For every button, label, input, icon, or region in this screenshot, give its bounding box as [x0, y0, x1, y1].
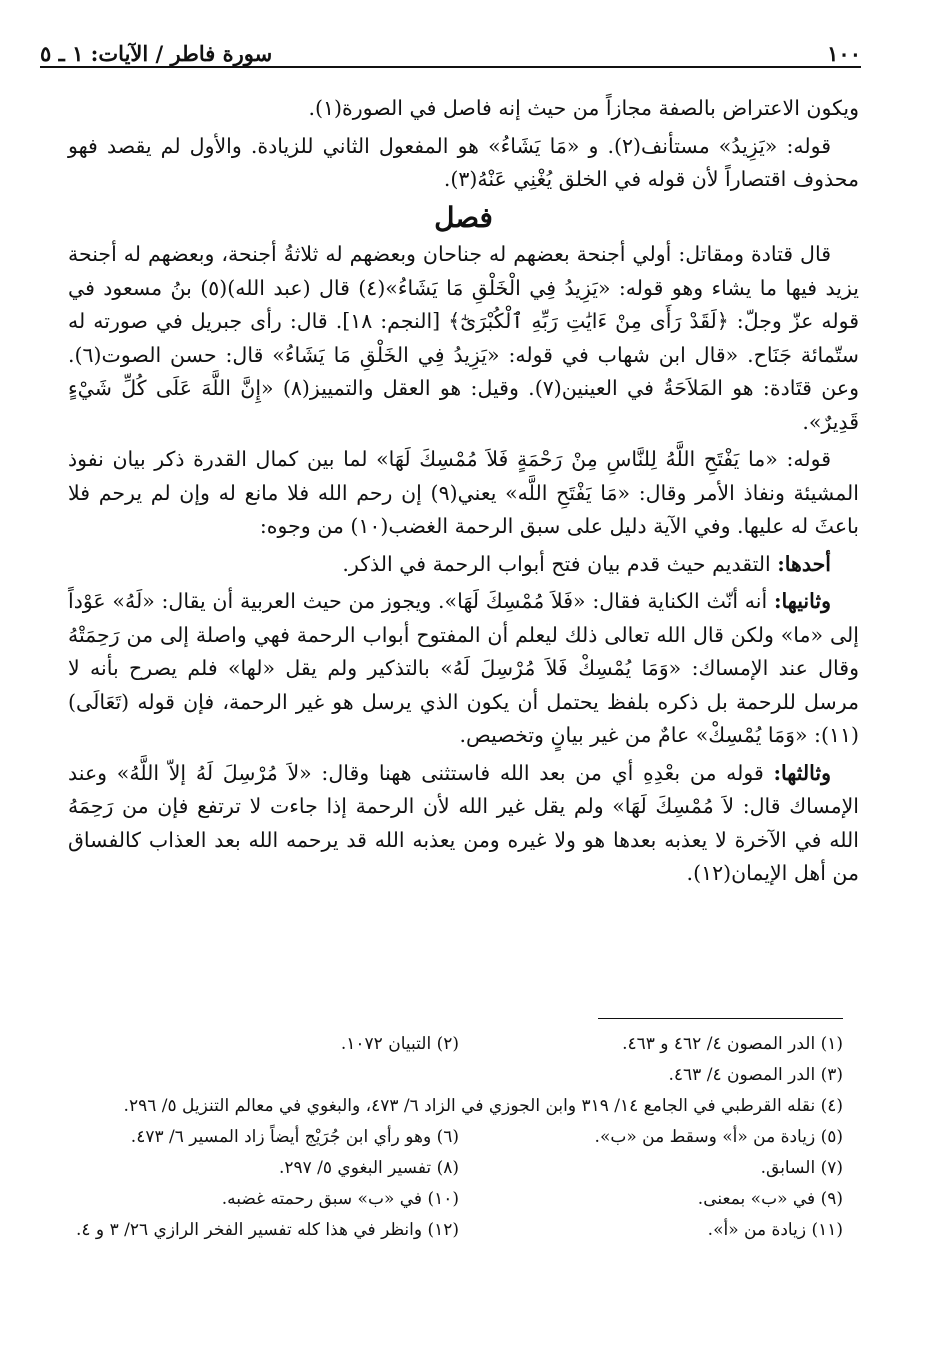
- footnote-11: (١١) زيادة من «أ».: [707, 1220, 843, 1240]
- page-header: [40, 36, 861, 68]
- section-heading: فصل: [434, 200, 493, 234]
- paragraph-6-text: أنه أنّث الكناية فقال: «فَلاَ مُمْسِكَ لَهَا». ويجوز من حيث العربية أن يقال: «لَهُ» عَوْداً إلى «ما» ولكن قال الله تعالى ذلك ليعلم أن المفتوح أبواب الرحمة فهي واصلة إلى من رَحِمَتْهُ وقال عند الإمساك: «وَمَا يُمْسِكْ فَلاَ مُرْسِلَ لَهُ» بالتذكير ولم يقل «لها» فلم يصرح بأنه لا مرسل للرحمة بل ذكره بلفظ يحتمل أن يكون الذي يرسل هو غير الرحمة، فإن قوله (تَعَالَى)(١١): «وَمَا يُمْسِكْ» عامٌ من غير بيانٍ وتخصيص.: [68, 589, 859, 747]
- paragraph-1: ويكون الاعتراض بالصفة مجازاً من حيث إنه فاصل في الصورة(١).: [308, 96, 859, 120]
- paragraph-6-lead: وثانيها:: [773, 589, 831, 613]
- paragraph-3: قال قتادة ومقاتل: أولي أجنحة بعضهم له جناحان وبعضهم له ثلاثةُ أجنحة، وبعضهم له أجنحة يزيد فيها ما يشاء وهو قوله: «يَزِيدُ فِي الْخَلْقِ مَا يَشَاءُ»(٤) قال (عبد الله)(٥) بنُ مسعود في قوله عزّ وجلّ: ﴿لَقَدْ رَأَى مِنْ ءَايَٰتِ رَبِّهِ ٱلْكُبْرَىٰٓ﴾ [النجم: ١٨]. قال: رأى جبريل في صورته له ستّمائة جَنَاح. «قال ابن شهاب في قوله: «يَزِيدُ فِي الخَلْقِ مَا يَشَاءُ» قال: حسن الصوت(٦). وعن قتَادة: هو المَلاَحَةُ في العينين(٧). وقيل: هو العقل والتمييز(٨) «إِنَّ اللَّهَ عَلَى كُلِّ شَيْءٍ قَدِيرٌ».: [68, 242, 860, 434]
- paragraph-6: [68, 585, 859, 753]
- footnote-5: (٥) زيادة من «أ» وسقط من «ب».: [594, 1127, 843, 1147]
- footnote-9: (٩) في «ب» بمعنى.: [697, 1189, 843, 1209]
- footnote-1: (١) الدر المصون ٤/ ٤٦٢ و ٤٦٣.: [622, 1034, 843, 1054]
- footnote-row: [75, 1184, 843, 1215]
- paragraph-7-lead: وثالثها:: [773, 760, 831, 785]
- paragraph-7: [68, 757, 859, 891]
- paragraph-5-lead: أحدها:: [777, 551, 831, 576]
- paragraph-5-text: التقديم حيث قدم بيان فتح أبواب الرحمة في الذكر.: [342, 551, 778, 576]
- footnote-4: (٤) نقله القرطبي في الجامع ١٤/ ٣١٩ وابن الجوزي في الزاد ٦/ ٤٧٣، والبغوي في معالم التنزيل ٥/ ٢٩٦.: [123, 1096, 843, 1116]
- footnote-12: (١٢) وانظر في هذا كله تفسير الفخر الرازي ٢٦/ ٣ و ٤.: [75, 1220, 459, 1240]
- paragraph-5: [68, 548, 859, 582]
- paragraph-4: قوله: «ما يَفْتَحِ اللَّهُ لِلنَّاسِ مِنْ رَحْمَةٍ فَلاَ مُمْسِكَ لَهَا» لما بين كمال القدرة ذكر بيان نفوذ المشيئة ونفاذ الأمر وقال: «مَا يَفْتَحِ اللَّه» يعني(٩) إن رحم الله فلا مانع له وإن لم يرحم فلا باعثَ له عليها. وفي الآية دليل على سبق الرحمة الغضب(١٠) من وجوه:: [68, 447, 859, 538]
- footnote-3: (٣) الدر المصون ٤/ ٤٦٣.: [668, 1065, 843, 1085]
- footnotes: [75, 1018, 843, 1246]
- footnote-divider: [598, 1018, 843, 1019]
- footnote-6: (٦) وهو رأي ابن جُرَيْج أيضاً زاد المسير ٦/ ٤٧٣.: [130, 1127, 459, 1147]
- main-text: [68, 92, 859, 895]
- page-number: ١٠٠: [827, 41, 861, 66]
- footnote-10: (١٠) في «ب» سبق رحمته غضبه.: [221, 1189, 459, 1209]
- running-title: سورة فاطر / الآيات: ١ ـ ٥: [40, 41, 273, 66]
- paragraph-2: قوله: «يَزِيدُ» مستأنف(٢). و «مَا يَشَاءُ» هو المفعول الثاني للزيادة. والأول لم يقصد فهو محذوف اقتصاراً لأن قوله في الخلق يُغْنِي عَنْهُ(٣).: [68, 133, 859, 191]
- footnote-7: (٧) السابق.: [760, 1158, 843, 1178]
- footnote-row: [75, 1029, 843, 1060]
- footnote-8: (٨) تفسير البغوي ٥/ ٢٩٧.: [278, 1158, 459, 1178]
- footnote-row: [75, 1153, 843, 1184]
- footnote-row: [75, 1215, 843, 1246]
- footnote-2: (٢) التبيان ١٠٧٢.: [340, 1034, 459, 1054]
- paragraph-7-text: قوله من بعْدِهِ أي من بعد الله فاستثنى ههنا وقال: «لاَ مُرْسِلَ لَهُ إلاّ اللَّهُ» وعند الإمساك قال: لاَ مُمْسِكَ لَهَا» ولم يقل غير الله لأن الرحمة إذا جاءت لا ترتفع فإن من رَحِمَهُ الله في الآخرة لا يعذبه بعدها هو ولا غيره ومن يعذبه الله قد يرحمه الله بعد العذاب كالفساق من أهل الإيمان(١٢).: [68, 760, 859, 885]
- footnote-row: [75, 1122, 843, 1153]
